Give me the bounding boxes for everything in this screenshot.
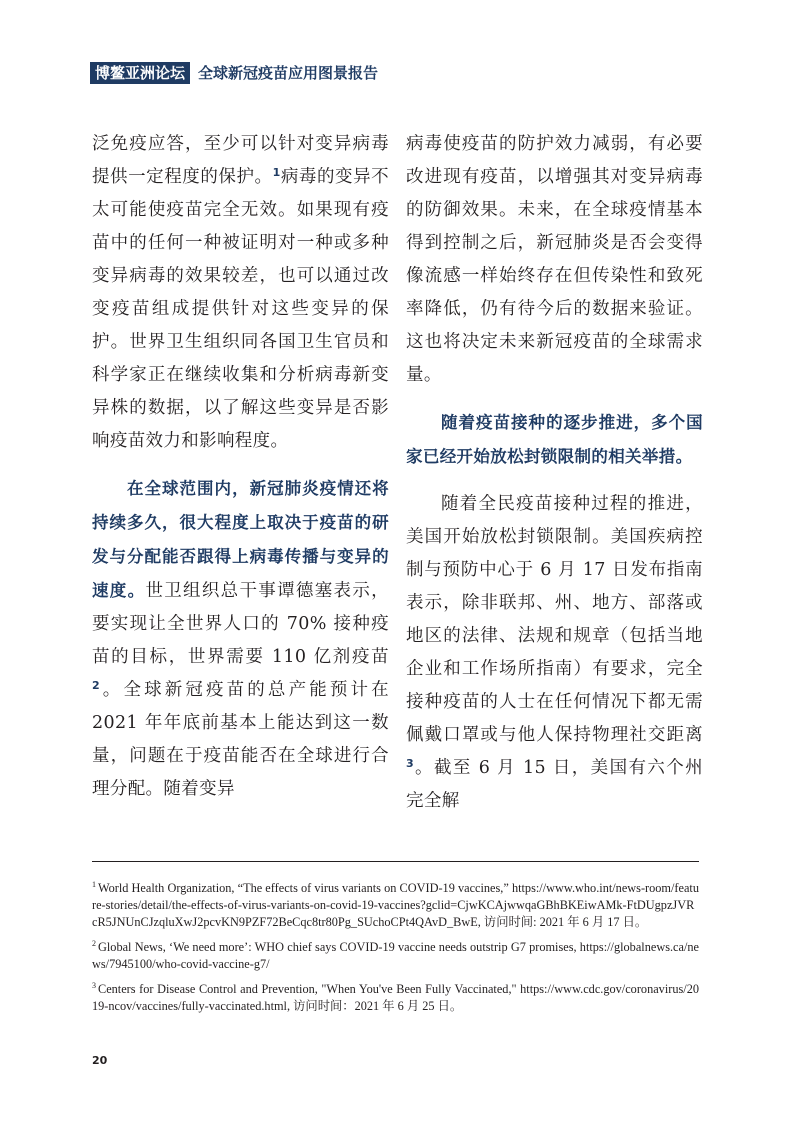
text-run: 病毒的变异不太可能使疫苗完全无效。如果现有疫苗中的任何一种被证明对一种或多种变异病毒的效果较差，也可以通过改变疫苗组成提供针对这些变异的保护。世界卫生组织同各国卫生官员和科学家正在继续收集和分析病毒新变异株的数据，以了解这些变异是否影响疫苗效力和影响程度。 [92,167,389,451]
footnote-number: 3 [92,981,96,990]
footnote-ref[interactable]: 3 [406,757,415,770]
text-run: 随着全民疫苗接种过程的推进，美国开始放松封锁限制。美国疾病控制与预防中心于 6 月 17 日发布指南表示，除非联邦、州、地方、部落或地区的法律、法规和规章（包括当地企业和工作场所指南）有要求，完全接种疫苗的人士在任何情况下都无需佩戴口罩或与他人保持物理社交距离 [406,494,703,745]
paragraph [406,488,703,818]
footnote-text: Global News, ‘We need more’: WHO chief says COVID-19 vaccine needs outstrip G7 promises, https://globalnews.ca/news/7945100/who-covid-vaccine-g7/ [92,940,699,971]
right-column [406,128,703,818]
highlight-text: 随着疫苗接种的逐步推进，多个国家已经开始放松封锁限制的相关举措。 [406,413,703,466]
page-header [90,62,378,84]
page-number: 20 [92,1054,108,1067]
text-run: 。截至 6 月 15 日，美国有六个州完全解 [406,758,703,811]
text-run: 。全球新冠疫苗的总产能预计在 2021 年年底前基本上能达到这一数量，问题在于疫苗能否在全球进行合理分配。随着变异 [92,680,389,799]
footnote [92,880,699,931]
footnote-ref[interactable]: 2 [92,679,101,692]
paragraph [92,472,389,806]
footnote-number: 1 [92,880,96,889]
left-column [92,128,389,806]
forum-badge: 博鳌亚洲论坛 [90,62,190,84]
footnote-divider [92,861,699,862]
text-run: 泛免疫应答，至少可以针对变异病毒提供一定程度的保护。 [92,134,389,187]
paragraph [406,406,703,474]
footnote [92,939,699,973]
footnote-number: 2 [92,939,96,948]
paragraph [92,128,389,458]
report-title: 全球新冠疫苗应用图景报告 [198,64,379,82]
paragraph: 病毒使疫苗的防护效力减弱，有必要改进现有疫苗，以增强其对变异病毒的防御效果。未来，在全球疫情基本得到控制之后，新冠肺炎是否会变得像流感一样始终存在但传染性和致死率降低，仍有待今后的数据来验证。这也将决定未来新冠疫苗的全球需求量。 [406,134,703,385]
footnote-text: Centers for Disease Control and Prevention, "When You've Been Fully Vaccinated," https://www.cdc.gov/coronavirus/2019-ncov/vaccines/fully-vaccinated.html, 访问时间：2021 年 6 月 25 日。 [92,982,699,1013]
footnote-text: World Health Organization, “The effects of virus variants on COVID-19 vaccines,” https://www.who.int/news-room/feature-stories/detail/the-effects-of-virus-variants-on-covid-19-vaccines?gclid=CjwKCAjwwqaGBhBKEiwAMk-FtDUgpzJVRcR5JNUnCJzqluXwJ2pcvKN9PZF72BeCqc8tr80Pg_SUchoCPt4QAvD_BwE, 访问时间: 2021 年 6 月 17 日。 [92,881,699,929]
footnote [92,981,699,1015]
highlight-text: 在全球范围内，新冠肺炎疫情还将持续多久，很大程度上取决于疫苗的研发与分配能否跟得上病毒传播与变异的速度。 [92,479,389,600]
text-run: 世卫组织总干事谭德塞表示，要实现让全世界人口的 70% 接种疫苗的目标，世界需要 110 亿剂疫苗 [92,581,389,667]
footnotes [92,880,699,1023]
footnote-ref[interactable]: 1 [272,166,281,179]
